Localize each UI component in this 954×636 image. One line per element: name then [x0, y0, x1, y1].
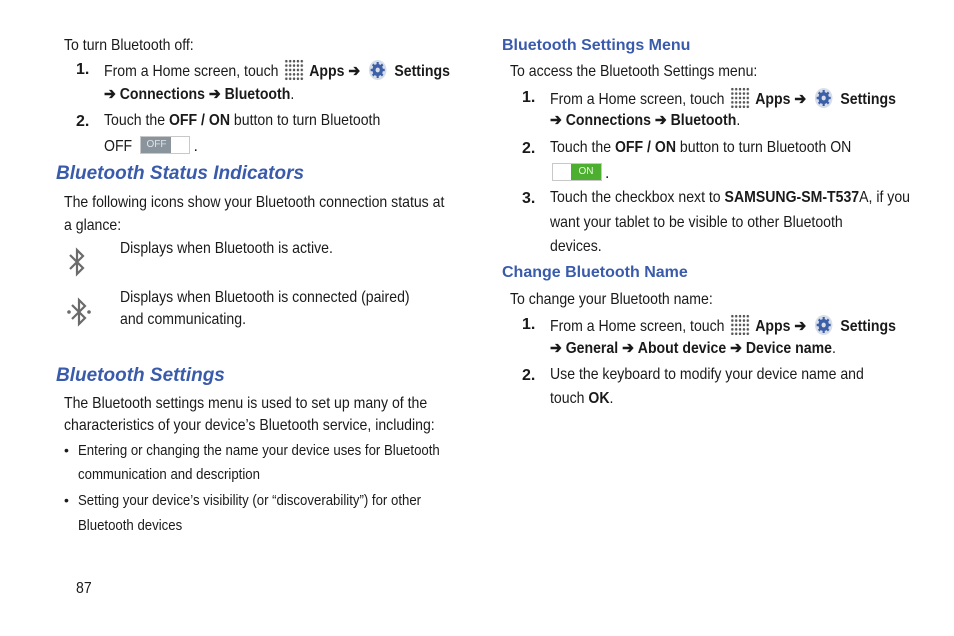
page-number: 87	[76, 580, 92, 597]
arrow-icon: ➔	[550, 112, 562, 129]
device-name-label: Device name	[745, 340, 832, 357]
settings-desc-line2: characteristics of your device’s Bluetooth service, including:	[64, 417, 435, 434]
period: .	[605, 165, 610, 182]
settings-gear-icon	[814, 314, 833, 336]
toggle-off-switch	[140, 136, 190, 154]
arrow-icon: ➔	[208, 86, 221, 103]
bullet-1-line1: Entering or changing the name your device uses for Bluetooth	[78, 442, 440, 459]
step-text: button to turn Bluetooth ON	[679, 139, 852, 156]
bluetooth-label: Bluetooth	[224, 86, 291, 103]
arrow-icon: ➔	[622, 340, 634, 357]
connections-label: Connections	[119, 86, 205, 103]
settings-desc-line1: The Bluetooth settings menu is used to set up many of the	[64, 395, 428, 412]
bluetooth-connected-icon	[64, 296, 94, 328]
rename-step-2-line2	[550, 390, 613, 408]
step-number: 1.	[522, 89, 536, 106]
apps-grid-icon	[730, 87, 749, 109]
connected-desc-line1: Displays when Bluetooth is connected (paired)	[120, 289, 410, 306]
step-number: 3.	[522, 190, 536, 207]
arrow-icon: ➔	[794, 318, 807, 335]
active-desc: Displays when Bluetooth is active.	[120, 240, 333, 257]
step-number: 1.	[522, 316, 536, 333]
arrow-icon: ➔	[550, 340, 562, 357]
arrow-icon: ➔	[730, 340, 742, 357]
ok-label: OK	[588, 390, 610, 407]
bullet-1-line2: communication and description	[78, 466, 260, 483]
about-device-label: About device	[637, 340, 727, 357]
toggle-on-switch	[552, 163, 602, 181]
off-on-label: OFF / ON	[614, 139, 676, 156]
arrow-icon: ➔	[104, 86, 116, 103]
connections-label: Connections	[565, 112, 651, 129]
step-text: Touch the	[104, 112, 166, 129]
turn-off-step-1-path	[104, 86, 294, 104]
menu-step-1	[550, 87, 896, 109]
off-on-label: OFF / ON	[168, 112, 230, 129]
rename-step-2-line1: Use the keyboard to modify your device name and	[550, 366, 864, 383]
menu-step-3-line1	[550, 189, 910, 207]
arrow-icon: ➔	[348, 63, 361, 80]
menu-step-1-path	[550, 112, 740, 130]
settings-menu-intro: To access the Bluetooth Settings menu:	[510, 63, 758, 80]
turn-off-intro: To turn Bluetooth off:	[64, 37, 194, 54]
step-text: Touch the	[550, 139, 612, 156]
step-text: From a Home screen, touch	[550, 318, 725, 335]
settings-menu-heading: Bluetooth Settings Menu	[502, 37, 691, 54]
bullet-2-line1: Setting your device’s visibility (or “discoverability”) for other	[78, 492, 422, 509]
period: .	[609, 390, 614, 407]
settings-label: Settings	[840, 91, 896, 108]
toggle-off-label: OFF	[141, 137, 171, 153]
general-label: General	[565, 340, 619, 357]
period: .	[736, 112, 741, 129]
turn-off-step-1	[104, 59, 450, 81]
step-number: 2.	[522, 367, 536, 384]
step-text: From a Home screen, touch	[104, 63, 279, 80]
change-name-intro: To change your Bluetooth name:	[510, 291, 713, 308]
apps-label: Apps	[309, 63, 345, 80]
menu-step-3-line2: want your tablet to be visible to other Bluetooth	[550, 214, 843, 231]
connected-desc-line2: and communicating.	[120, 311, 247, 328]
step-number: 2.	[76, 113, 90, 130]
apps-grid-icon	[284, 59, 303, 81]
settings-label: Settings	[840, 318, 896, 335]
step-text: touch	[550, 390, 585, 407]
toggle-on-label: ON	[571, 164, 601, 180]
status-indicators-heading: Bluetooth Status Indicators	[56, 163, 305, 184]
step-number: 2.	[522, 140, 536, 157]
apps-label: Apps	[755, 318, 791, 335]
device-model-label: SAMSUNG-SM-T537	[724, 189, 860, 206]
settings-label: Settings	[394, 63, 450, 80]
turn-off-step-2-line2	[104, 136, 198, 156]
step-text: Touch the checkbox next to	[550, 189, 721, 206]
menu-step-3-line3: devices.	[550, 238, 602, 255]
menu-step-2	[550, 139, 851, 157]
step-number: 1.	[76, 61, 90, 78]
bluetooth-settings-heading: Bluetooth Settings	[56, 365, 225, 386]
settings-gear-icon	[368, 59, 387, 81]
rename-step-1	[550, 314, 896, 336]
period: .	[290, 86, 295, 103]
bluetooth-label: Bluetooth	[670, 112, 737, 129]
apps-label: Apps	[755, 91, 791, 108]
step-text: button to turn Bluetooth	[233, 112, 381, 129]
settings-gear-icon	[814, 87, 833, 109]
arrow-icon: ➔	[794, 91, 807, 108]
period: .	[193, 138, 198, 155]
period: .	[831, 340, 836, 357]
status-desc-line1: The following icons show your Bluetooth connection status at	[64, 194, 445, 211]
turn-off-step-2	[104, 112, 380, 130]
step-text: From a Home screen, touch	[550, 91, 725, 108]
step-text: A, if you	[859, 189, 910, 206]
rename-step-1-path	[550, 340, 836, 358]
bluetooth-active-icon	[66, 246, 88, 278]
change-name-heading: Change Bluetooth Name	[502, 264, 688, 281]
menu-step-2-line2	[552, 163, 609, 183]
bullet-2-line2: Bluetooth devices	[78, 517, 183, 534]
arrow-icon: ➔	[654, 112, 667, 129]
apps-grid-icon	[730, 314, 749, 336]
status-desc-line2: a glance:	[64, 217, 122, 234]
bullet-icon: •	[64, 492, 69, 508]
off-text: OFF	[104, 138, 133, 155]
bullet-icon: •	[64, 442, 69, 458]
